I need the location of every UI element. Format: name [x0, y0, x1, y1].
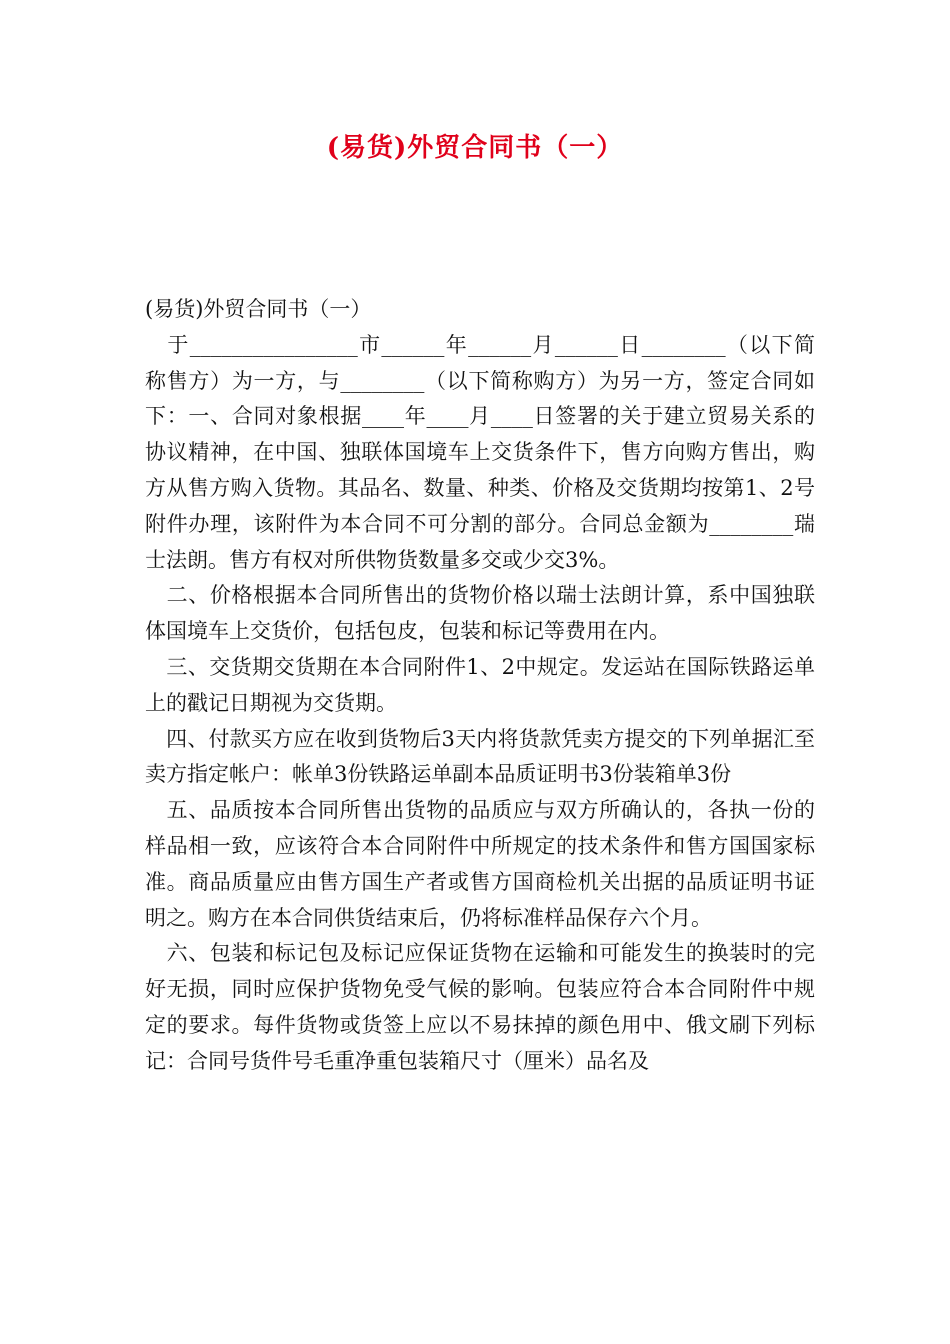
paragraph-contract-object: 于________________市______年______月______日________（以下简称售方）为一方，与________（以下简称购方）为另一方，签定合同如下：一、合同对象根据____年____月____日签署的关于建立贸易关系的协议精神，在中国、独联体国境车上交货条件下，售方向购方售出，购方从售方购入货物。其品名、数量、种类、价格及交货期均按第1、2号附件办理，该附件为本合同不可分割的部分。合同总金额为________瑞士法朗。售方有权对所供物货数量多交或少交3%。 [145, 332, 815, 572]
subtitle-paragraph: (易货)外贸合同书（一） [145, 297, 372, 321]
paragraph-payment: 四、付款买方应在收到货物后3天内将货款凭卖方提交的下列单据汇至卖方指定帐户：帐单3份铁路运单副本品质证明书3份装箱单3份 [145, 726, 815, 787]
paragraph-quality: 五、品质按本合同所售出货物的品质应与双方所确认的，各执一份的样品相一致，应该符合本合同附件中所规定的技术条件和售方国国家标准。商品质量应由售方国生产者或售方国商检机关出据的品质证明书证明之。购方在本合同供货结束后，仍将标准样品保存六个月。 [145, 798, 815, 930]
document-body [145, 292, 815, 1080]
document-title: (易货)外贸合同书（一） [326, 133, 624, 163]
paragraph-packing: 六、包装和标记包及标记应保证货物在运输和可能发生的换装时的完好无损，同时应保护货物免受气候的影响。包装应符合本合同附件中规定的要求。每件货物或货签上应以不易抹掉的颜色用中、俄文刷下列标记：合同号货件号毛重净重包装箱尺寸（厘米）品名及 [145, 941, 815, 1073]
paragraph-price: 二、价格根据本合同所售出的货物价格以瑞士法朗计算，系中国独联体国境车上交货价，包括包皮，包装和标记等费用在内。 [145, 583, 815, 644]
paragraph-delivery: 三、交货期交货期在本合同附件1、2中规定。发运站在国际铁路运单上的戳记日期视为交货期。 [145, 654, 815, 715]
